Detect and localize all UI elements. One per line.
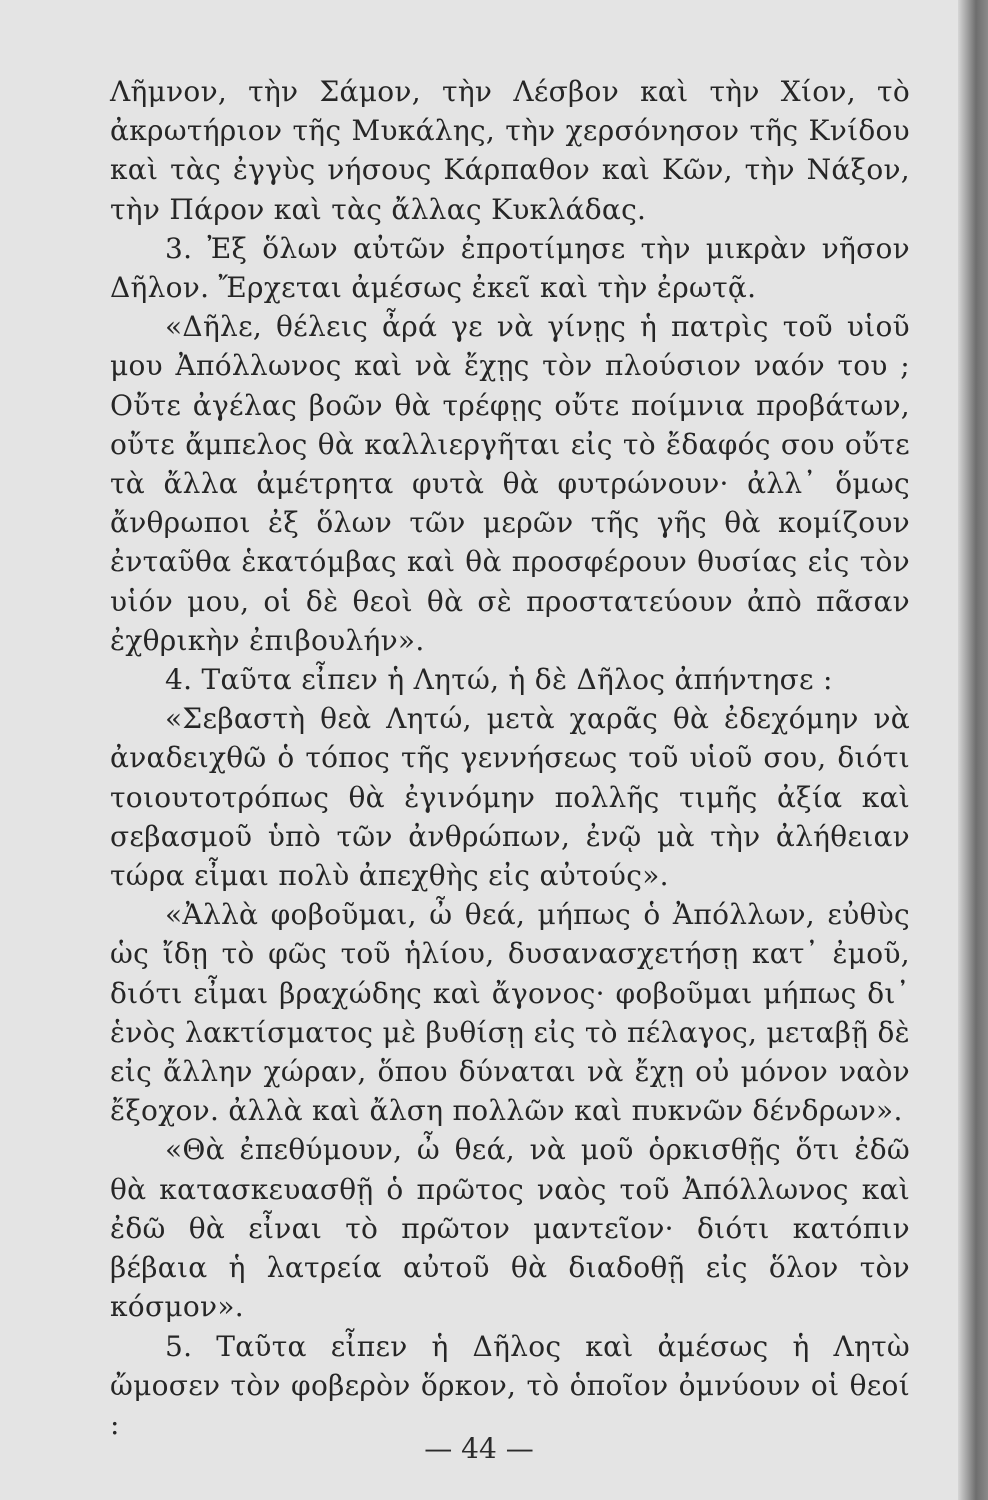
paragraph-leto-speech: «Δῆλε, θέλεις ἆρά γε νὰ γίνῃς ἡ πατρὶς τοῦ υἱοῦ μου Ἀπόλλωνος καὶ νὰ ἔχῃς τὸν πλούσιον ναόν του ; Οὔτε ἀγέλας βοῶν θὰ τρέφῃς οὔτε ποίμνια προβάτων, οὔτε ἄμπελος θὰ καλλιεργῆται εἰς τὸ ἔδαφός σου οὔτε τὰ ἄλλα ἀμέτρητα φυτὰ θὰ φυτρώνουν· ἀλλ᾽ ὅμως ἄνθρωποι ἐξ ὅλων τῶν μερῶν τῆς γῆς θὰ κομίζουν ἐνταῦθα ἑκατόμβας καὶ θὰ προσφέρουν θυσίας εἰς τὸν υἱόν μου, οἱ δὲ θεοὶ θὰ σὲ προστατεύουν ἀπὸ πᾶσαν ἐχθρικὴν ἐπιβουλήν». [110, 310, 910, 657]
paragraph-section-5: 5. Ταῦτα εἶπεν ἡ Δῆλος καὶ ἀμέσως ἡ Λητὼ ὤμοσεν τὸν φοβερὸν ὅρκον, τὸ ὁποῖον ὀμνύουν οἱ θεοί : [110, 1329, 910, 1441]
book-binding-edge [958, 0, 988, 1500]
paragraph-delos-reply-2: «Ἀλλὰ φοβοῦμαι, ὦ θεά, μήπως ὁ Ἀπόλλων, εὐθὺς ὡς ἴδῃ τὸ φῶς τοῦ ἡλίου, δυσανασχετήσῃ κατ᾽ ἐμοῦ, διότι εἶμαι βραχώδης καὶ ἄγονος· φοβοῦμαι μήπως δι᾽ ἑνὸς λακτίσματος μὲ βυθίσῃ εἰς τὸ πέλαγος, μεταβῇ δὲ εἰς ἄλλην χώραν, ὅπου δύναται νὰ ἔχῃ οὐ μόνον ναὸν ἔξοχον. ἀλλὰ καὶ ἄλση πολλῶν καὶ πυκνῶν δένδρων». [110, 898, 910, 1128]
paragraph-continuation: Λῆμνον, τὴν Σάμον, τὴν Λέσβον καὶ τὴν Χίον, τὸ ἀκρωτήριον τῆς Μυκάλης, τὴν χερσόνησον τῆς Κνίδου καὶ τὰς ἐγγὺς νήσους Κάρπαθον καὶ Κῶν, τὴν Νάξον, τὴν Πάρον καὶ τὰς ἄλλας Κυκλάδας. [110, 75, 910, 226]
paragraph-delos-reply-1: «Σεβαστὴ θεὰ Λητώ, μετὰ χαρᾶς θὰ ἐδεχόμην νὰ ἀναδειχθῶ ὁ τόπος τῆς γεννήσεως τοῦ υἱοῦ σου, διότι τοιουτοτρόπως θὰ ἐγινόμην πολλῆς τιμῆς ἀξία καὶ σεβασμοῦ ὑπὸ τῶν ἀνθρώπων, ἐνῷ μὰ τὴν ἀλήθειαν τώρα εἶμαι πολὺ ἀπεχθὴς εἰς αὐτούς». [110, 702, 910, 893]
paragraph-delos-reply-3: «Θὰ ἐπεθύμουν, ὦ θεά, νὰ μοῦ ὁρκισθῇς ὅτι ἐδῶ θὰ κατασκευασθῇ ὁ πρῶτος ναὸς τοῦ Ἀπόλλωνος καὶ ἐδῶ θὰ εἶναι τὸ πρῶτον μαντεῖον· διότι κατόπιν βέβαια ἡ λατρεία αὐτοῦ θὰ διαδοθῇ εἰς ὅλον τὸν κόσμον». [110, 1133, 910, 1324]
paragraph-section-3: 3. Ἐξ ὅλων αὐτῶν ἐπροτίμησε τὴν μικρὰν νῆσον Δῆλον. Ἔρχεται ἀμέσως ἐκεῖ καὶ τὴν ἐρωτᾷ. [110, 231, 910, 305]
paragraph-section-4: 4. Ταῦτα εἶπεν ἡ Λητώ, ἡ δὲ Δῆλος ἀπήντησε : [165, 663, 833, 697]
page-number: — 44 — [424, 1432, 534, 1465]
body-text [110, 72, 910, 1444]
